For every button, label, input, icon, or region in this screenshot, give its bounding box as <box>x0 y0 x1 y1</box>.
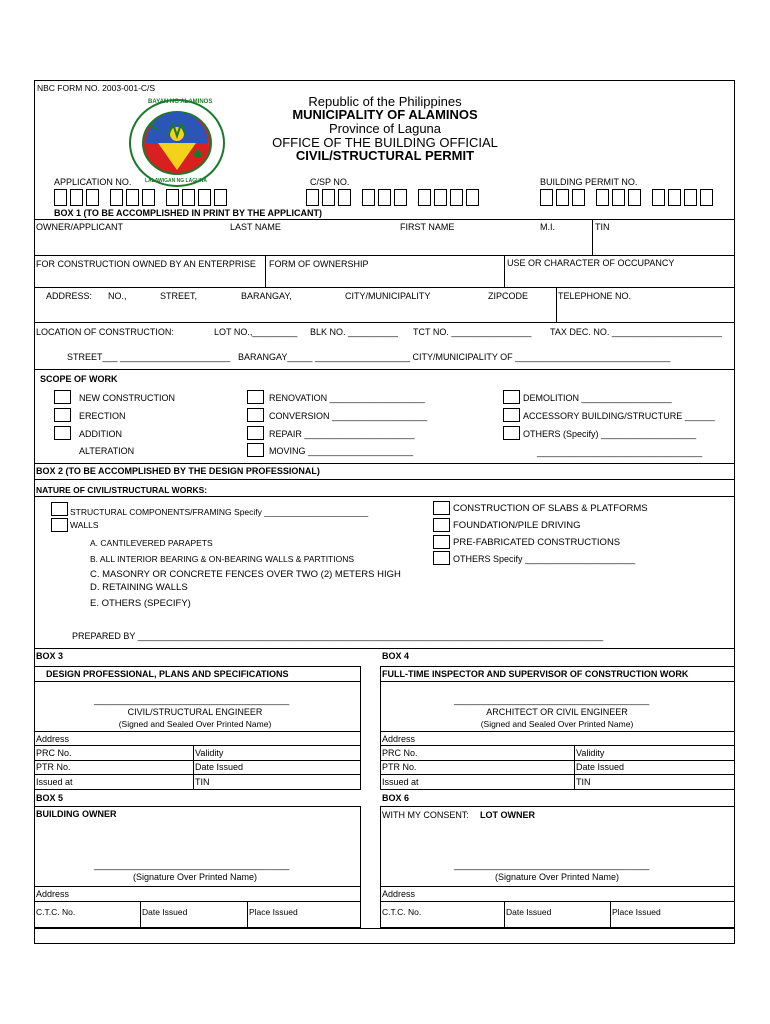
prefab-label: PRE-FABRICATED CONSTRUCTIONS <box>453 537 621 548</box>
box4-date-issued-label: Date Issued <box>576 762 625 772</box>
box6-lot-owner: LOT OWNER <box>480 810 535 820</box>
barangay-city-field[interactable]: BARANGAY_____ ___________________ CITY/MUNICIPALITY OF _______________________________ <box>238 352 671 362</box>
box6-consent: WITH MY CONSENT: <box>382 810 469 820</box>
box3-signed-note: (Signed and Sealed Over Printed Name) <box>118 719 272 729</box>
zipcode-label: ZIPCODE <box>488 291 529 301</box>
demolition-checkbox[interactable] <box>503 390 520 404</box>
others-checkbox[interactable] <box>503 426 520 440</box>
seal-top-text: BAYAN NG ALAMINOS <box>148 99 213 105</box>
box3-signature-line[interactable]: _______________________________________ <box>94 695 290 705</box>
walls-checkbox[interactable] <box>51 518 68 532</box>
box4-title: FULL-TIME INSPECTOR AND SUPERVISOR OF CONSTRUCTION WORK <box>382 669 689 679</box>
accessory-checkbox[interactable] <box>503 408 520 422</box>
box3-label: BOX 3 <box>36 651 64 661</box>
repair-checkbox[interactable] <box>247 426 264 440</box>
structural-label: STRUCTURAL COMPONENTS/FRAMING Specify ______________________ <box>70 507 369 517</box>
header-province: Province of Laguna <box>328 121 442 136</box>
renovation-checkbox[interactable] <box>247 390 264 404</box>
conversion-label: CONVERSION ___________________ <box>269 411 428 421</box>
erection-checkbox[interactable] <box>54 408 71 422</box>
seal-bottom-text: LALAWIGAN NG LAGUNA <box>145 178 207 184</box>
box2-others-checkbox[interactable] <box>433 551 450 565</box>
box4-tin-label: TIN <box>576 777 591 787</box>
box6-address-label: Address <box>382 889 416 899</box>
prefab-checkbox[interactable] <box>433 535 450 549</box>
page-title: CIVIL/STRUCTURAL PERMIT <box>295 148 475 163</box>
box5-place-issued-label: Place Issued <box>249 907 298 917</box>
enterprise-label: FOR CONSTRUCTION OWNED BY AN ENTERPRISE <box>36 259 256 269</box>
box4-role: ARCHITECT OR CIVIL ENGINEER <box>486 707 628 717</box>
alteration-label: ALTERATION <box>79 446 135 456</box>
box3-validity-label: Validity <box>195 748 224 758</box>
box3-address-label: Address <box>36 734 70 744</box>
box4-issued-at-label: Issued at <box>382 777 419 787</box>
addition-checkbox[interactable] <box>54 426 71 440</box>
renovation-label: RENOVATION ___________________ <box>269 393 425 403</box>
tct-no-field[interactable]: TCT NO. ________________ <box>413 327 532 337</box>
moving-label: MOVING _____________________ <box>269 446 414 456</box>
erection-label: ERECTION <box>79 411 126 421</box>
nature-of-works-title: NATURE OF CIVIL/STRUCTURAL WORKS: <box>36 485 208 495</box>
header-municipality: MUNICIPALITY OF ALAMINOS <box>292 107 478 122</box>
telephone-label: TELEPHONE NO. <box>558 291 632 301</box>
walls-c-label: C. MASONRY OR CONCRETE FENCES OVER TWO (2) METERS HIGH <box>90 569 401 580</box>
location-label: LOCATION OF CONSTRUCTION: <box>36 327 174 337</box>
mi-label: M.I. <box>540 222 555 232</box>
foundation-checkbox[interactable] <box>433 518 450 532</box>
first-name-label: FIRST NAME <box>400 222 455 232</box>
box3-prc-label: PRC No. <box>36 748 72 758</box>
box5-title: BUILDING OWNER <box>36 809 117 819</box>
box3-date-issued-label: Date Issued <box>195 762 244 772</box>
conversion-checkbox[interactable] <box>247 408 264 422</box>
others-label: OTHERS (Specify) ___________________ <box>523 429 697 439</box>
use-character-label: USE OR CHARACTER OF OCCUPANCY <box>507 258 675 268</box>
walls-a-label: A. CANTILEVERED PARAPETS <box>90 538 213 548</box>
box4-prc-label: PRC No. <box>382 748 418 758</box>
moving-checkbox[interactable] <box>247 443 264 457</box>
walls-label: WALLS <box>70 520 99 530</box>
building-permit-no-label: BUILDING PERMIT NO. <box>540 177 638 187</box>
box2-others-label: OTHERS Specify ______________________ <box>453 554 636 564</box>
walls-e-label: E. OTHERS (SPECIFY) <box>90 598 191 609</box>
structural-checkbox[interactable] <box>51 502 68 516</box>
scope-of-work-title: SCOPE OF WORK <box>40 374 118 384</box>
municipal-seal <box>128 98 226 188</box>
address-no-label: NO., <box>108 291 127 301</box>
box6-signature-line[interactable]: _______________________________________ <box>454 860 650 870</box>
box6-label: BOX 6 <box>382 793 410 803</box>
box5-address-label: Address <box>36 889 70 899</box>
address-label: ADDRESS: <box>46 291 93 301</box>
new-construction-label: NEW CONSTRUCTION <box>79 393 175 403</box>
box4-validity-label: Validity <box>576 748 605 758</box>
box3-issued-at-label: Issued at <box>36 777 73 787</box>
box6-signature-note: (Signature Over Printed Name) <box>494 872 620 882</box>
address-barangay-label: BARANGAY, <box>241 291 292 301</box>
box5-signature-line[interactable]: _______________________________________ <box>94 860 290 870</box>
box3-tin-label: TIN <box>195 777 210 787</box>
box5-signature-note: (Signature Over Printed Name) <box>132 872 258 882</box>
box5-date-issued-label: Date Issued <box>142 907 188 917</box>
box4-ptr-label: PTR No. <box>382 762 417 772</box>
box3-title: DESIGN PROFESSIONAL, PLANS AND SPECIFICATIONS <box>46 669 289 679</box>
prepared-by-field[interactable]: PREPARED BY _____________________________________________________________________________________________ <box>72 631 604 641</box>
box3-role: CIVIL/STRUCTURAL ENGINEER <box>127 707 263 717</box>
box6-ctc-label: C.T.C. No. <box>382 907 422 917</box>
application-no-label: APPLICATION NO. <box>54 177 132 187</box>
blk-no-field[interactable]: BLK NO. __________ <box>310 327 399 337</box>
form-of-ownership-label: FORM OF OWNERSHIP <box>269 259 369 269</box>
slabs-label: CONSTRUCTION OF SLABS & PLATFORMS <box>453 503 648 514</box>
owner-applicant-label: OWNER/APPLICANT <box>36 222 124 232</box>
lot-no-field[interactable]: LOT NO.,_________ <box>214 327 298 337</box>
box4-signature-line[interactable]: _______________________________________ <box>454 695 650 705</box>
box5-label: BOX 5 <box>36 793 64 803</box>
addition-label: ADDITION <box>79 429 123 439</box>
header-republic: Republic of the Philippines <box>308 94 462 109</box>
tin-label: TIN <box>595 222 610 232</box>
box1-title: BOX 1 (TO BE ACCOMPLISHED IN PRINT BY THE APPLICANT) <box>54 208 323 218</box>
box6-date-issued-label: Date Issued <box>506 907 552 917</box>
csp-no-label: C/SP NO. <box>310 177 350 187</box>
slabs-checkbox[interactable] <box>433 501 450 515</box>
foundation-label: FOUNDATION/PILE DRIVING <box>453 520 581 531</box>
box5-ctc-label: C.T.C. No. <box>36 907 76 917</box>
box6-place-issued-label: Place Issued <box>612 907 661 917</box>
others-line[interactable]: _________________________________ <box>537 447 703 457</box>
form-number: NBC FORM NO. 2003-001-C/S <box>37 83 156 93</box>
walls-b-label: B. ALL INTERIOR BEARING & ON-BEARING WALLS & PARTITIONS <box>90 554 355 564</box>
repair-label: REPAIR ______________________ <box>269 429 415 439</box>
box3-ptr-label: PTR No. <box>36 762 71 772</box>
tax-dec-field[interactable]: TAX DEC. NO. ______________________ <box>550 327 722 337</box>
box4-signed-note: (Signed and Sealed Over Printed Name) <box>480 719 634 729</box>
box4-address-label: Address <box>382 734 416 744</box>
header-office: OFFICE OF THE BUILDING OFFICIAL <box>272 135 498 150</box>
new-construction-checkbox[interactable] <box>54 390 71 404</box>
address-city-label: CITY/MUNICIPALITY <box>345 291 431 301</box>
address-street-label: STREET, <box>160 291 198 301</box>
box4-label: BOX 4 <box>382 651 410 661</box>
street-field[interactable]: STREET___ ______________________ <box>67 352 231 362</box>
last-name-label: LAST NAME <box>230 222 281 232</box>
walls-d-label: D. RETAINING WALLS <box>90 582 188 593</box>
box2-title: BOX 2 (TO BE ACCOMPLISHED BY THE DESIGN PROFESSIONAL) <box>36 466 320 476</box>
demolition-label: DEMOLITION __________________ <box>523 393 672 403</box>
owner-name-field[interactable] <box>34 234 592 255</box>
accessory-label: ACCESSORY BUILDING/STRUCTURE ______ <box>523 411 715 421</box>
